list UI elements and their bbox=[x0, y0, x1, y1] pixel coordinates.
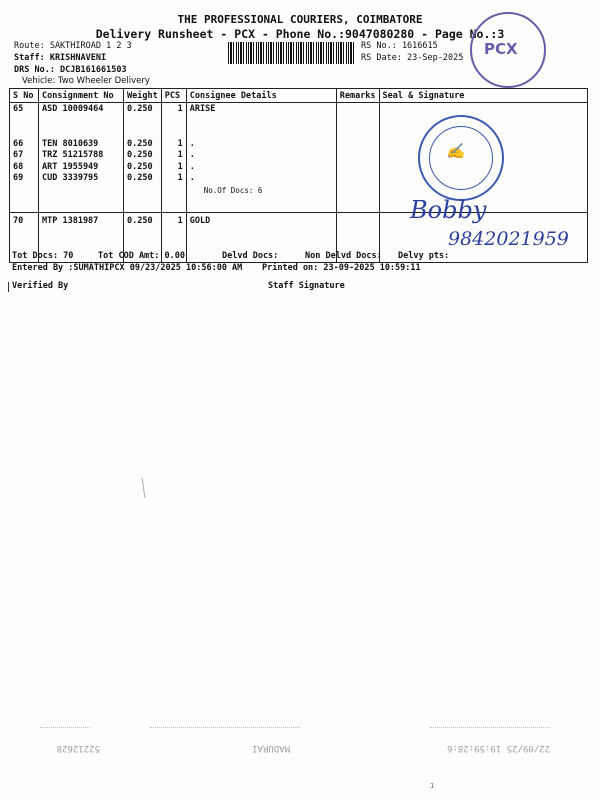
staff-signature: Staff Signature bbox=[268, 281, 345, 291]
barcode bbox=[228, 42, 356, 64]
bleed-through-top bbox=[40, 718, 560, 728]
cell-weight: 0.250 0.250 0.250 0.250 0.250 bbox=[124, 103, 162, 213]
tot-docs: Tot Docs: 70 bbox=[12, 251, 74, 261]
rs-date: RS Date: 23-Sep-2025 bbox=[361, 53, 464, 63]
col-consignment: Consignment No bbox=[39, 89, 124, 103]
margin-mark bbox=[8, 282, 9, 292]
staff-label: Staff: KRISHNAVENI bbox=[14, 53, 107, 63]
pen-mark bbox=[142, 478, 146, 498]
page-mark: 1 bbox=[430, 782, 435, 790]
col-consignee: Consignee Details bbox=[186, 89, 336, 103]
bleed-text-c: 52212628 bbox=[56, 743, 100, 753]
col-sno: S No bbox=[10, 89, 39, 103]
pcx-stamp bbox=[470, 12, 546, 88]
cell-consignment: ASD 10009464 TEN 8010639 TRZ 51215788 ART 1955949 CUD 3339795 bbox=[39, 103, 124, 213]
cell-consignee: GOLD bbox=[186, 213, 336, 263]
cell-pcs: 1 1 1 1 1 bbox=[161, 103, 186, 213]
handwritten-name: Bobby bbox=[410, 196, 487, 224]
verified-by: Verified By bbox=[12, 281, 69, 291]
route-label: Route: SAKTHIROAD 1 2 3 bbox=[14, 41, 132, 51]
col-weight: Weight bbox=[124, 89, 162, 103]
delvd-docs: Delvd Docs: bbox=[222, 251, 279, 261]
cell-weight: 0.250 bbox=[124, 213, 162, 263]
seal-signature: ✍ bbox=[446, 142, 465, 160]
bleed-text-a: 22/09/25 19:59:28:6 bbox=[447, 743, 550, 753]
table-header-row bbox=[10, 89, 588, 103]
drs-label: DRS No.: DCJB161661503 bbox=[14, 65, 127, 75]
cell-sno: 70 bbox=[10, 213, 39, 263]
cell-sno: 65 66 67 68 69 bbox=[10, 103, 39, 213]
col-remarks: Remarks bbox=[336, 89, 379, 103]
docs-count: No.Of Docs: 6 bbox=[203, 185, 263, 195]
cell-consignee: ARISE . . . . No.Of Docs: 6 bbox=[186, 103, 336, 213]
printed-on: Printed on: 23-09-2025 10:59:11 bbox=[262, 263, 421, 273]
vehicle-label: Vehicle: Two Wheeler Delivery bbox=[22, 76, 150, 86]
col-seal: Seal & Signature bbox=[379, 89, 587, 103]
tot-cod: Tot COD Amt: 0.00 bbox=[98, 251, 185, 261]
non-delvd-docs: Non Delvd Docs: bbox=[305, 251, 382, 261]
cell-remarks bbox=[336, 103, 379, 213]
col-pcs: PCS bbox=[161, 89, 186, 103]
handwritten-phone: 9842021959 bbox=[448, 228, 569, 250]
entered-by: Entered By :SUMATHIPCX 09/23/2025 10:56:00 AM bbox=[12, 263, 243, 273]
cell-consignment: MTP 1381987 bbox=[39, 213, 124, 263]
runsheet-subtitle: Delivery Runsheet - PCX - Phone No.:9047080280 - Page No.:3 bbox=[95, 27, 505, 41]
pcx-stamp-text: PCX bbox=[484, 40, 518, 58]
cell-pcs: 1 bbox=[161, 213, 186, 263]
company-title: THE PROFESSIONAL COURIERS, COIMBATORE bbox=[177, 13, 423, 26]
bleed-text-b: MADURAI bbox=[252, 743, 290, 753]
rs-number: RS No.: 1616615 bbox=[361, 41, 438, 51]
delvy-pts: Delvy pts: bbox=[398, 251, 450, 261]
